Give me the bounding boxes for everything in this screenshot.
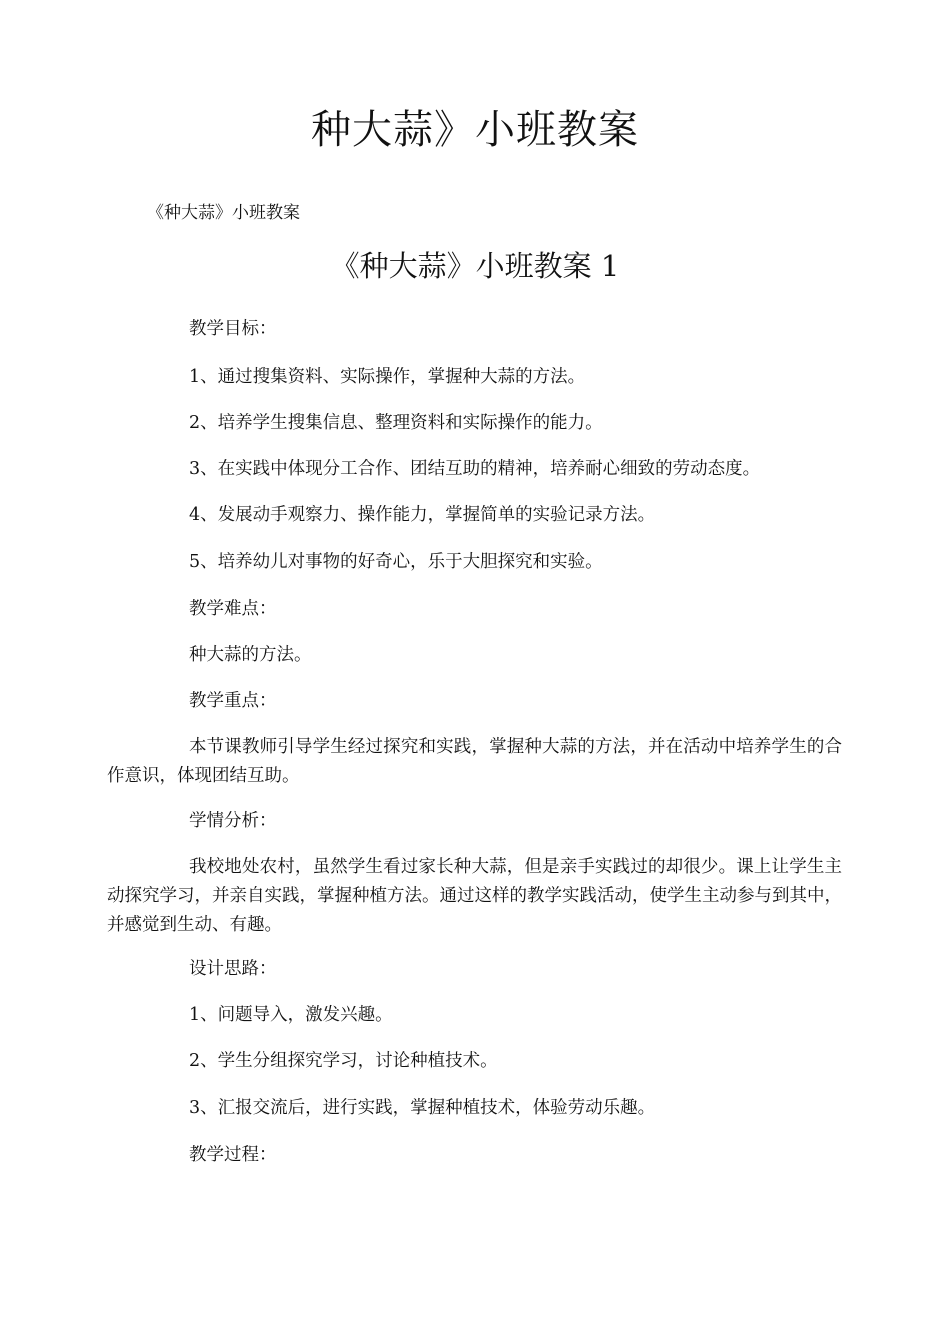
goal-item-3: 3、在实践中体现分工合作、团结互助的精神，培养耐心细致的劳动态度。 [189, 459, 761, 479]
analysis-paragraph: 我校地处农村，虽然学生看过家长种大蒜，但是亲手实践过的却很少。课上让学生主动探究学习，并亲自实践，掌握种植方法。通过这样的教学实践活动，使学生主动参与到其中，并感觉到生动、有趣。 [107, 857, 842, 935]
design-step-3: 3、汇报交流后，进行实践，掌握种植技术，体验劳动乐趣。 [189, 1098, 656, 1118]
design-step-2: 2、学生分组探究学习，讨论种植技术。 [189, 1051, 498, 1071]
difficulty-text: 种大蒜的方法。 [189, 645, 312, 665]
design-step-1: 1、问题导入，激发兴趣。 [189, 1005, 393, 1025]
process-heading: 教学过程： [189, 1145, 277, 1165]
goal-item-2: 2、培养学生搜集信息、整理资料和实际操作的能力。 [189, 413, 603, 433]
document-title: 种大蒜》小班教案 [311, 107, 639, 153]
document-subtitle: 《种大蒜》小班教案 [147, 203, 300, 223]
goal-item-1: 1、通过搜集资料、实际操作，掌握种大蒜的方法。 [189, 367, 586, 387]
focus-paragraph: 本节课教师引导学生经过探究和实践，掌握种大蒜的方法，并在活动中培养学生的合作意识，体现团结互助。 [107, 737, 842, 786]
difficulty-heading: 教学难点： [189, 599, 277, 619]
design-heading: 设计思路： [189, 959, 277, 979]
teaching-goals-heading: 教学目标： [189, 319, 277, 339]
goal-item-4: 4、发展动手观察力、操作能力，掌握简单的实验记录方法。 [189, 505, 656, 525]
section-title: 《种大蒜》小班教案 1 [330, 249, 620, 283]
goal-item-5: 5、培养幼儿对事物的好奇心，乐于大胆探究和实验。 [189, 552, 603, 572]
analysis-heading: 学情分析： [189, 811, 277, 831]
focus-heading: 教学重点： [189, 691, 277, 711]
